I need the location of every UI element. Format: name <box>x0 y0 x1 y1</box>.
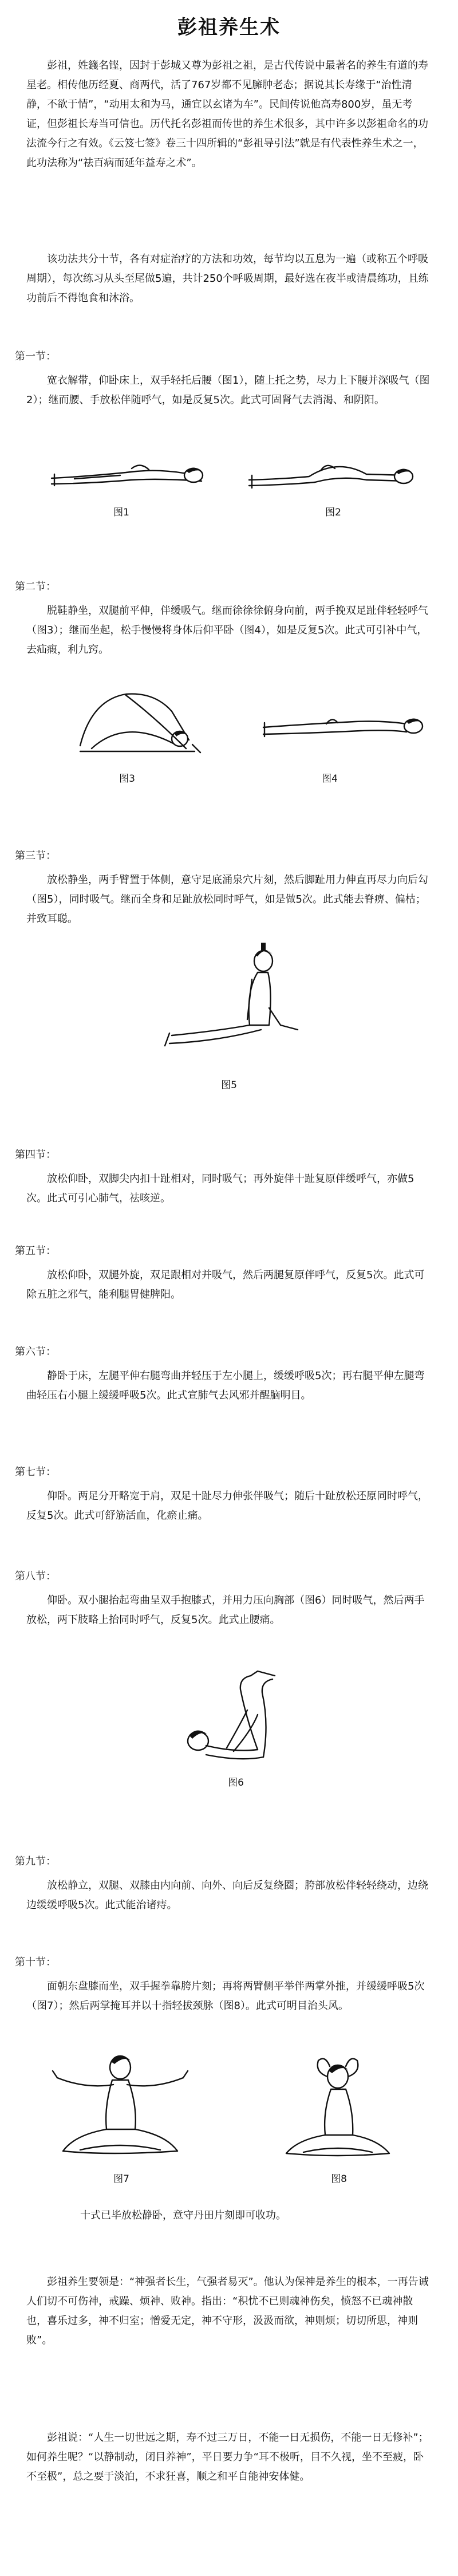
figure-4-caption: 图4 <box>322 773 338 785</box>
section-3-text: 放松静坐，两手臂置于体侧，意守足底涌泉穴片刻，然后脚趾用力伸直再尽力向后勾（图5），同时吸气。继而全身和足趾放松同时呼气，如是做5次。此式能去脊痹、偏枯；并致耳聪。 <box>26 874 428 925</box>
figure-6-caption: 图6 <box>228 1777 244 1789</box>
section-9-heading: 第九节： <box>15 1856 56 1868</box>
figure-3-caption: 图3 <box>119 773 135 785</box>
section-1-text: 宽衣解带，仰卧床上，双手轻托后腰（图1），随上托之势，尽力上下腰并深吸气（图2）；继而腰、手放松伴随呼气，如是反复5次。此式可固肾气去消渴、和阴阳。 <box>26 375 430 406</box>
outro-paragraph-2: 彭祖说：“人生一切世远之期，寿不过三万日，不能一日无损伤，不能一日无修补”；如何养生呢？“以静制动，闭目养神”，平日要力争“耳不极听，目不久视，坐不至疲，卧不至极”，总之要于淡泊，不求狂喜，顺之和平自能神安体健。 <box>26 2432 429 2483</box>
figure-8-cross-legged-covering-ears-illustration <box>263 2043 412 2164</box>
section-8-heading: 第八节： <box>15 1570 56 1582</box>
figure-3-seated-forward-bend-illustration <box>57 665 206 763</box>
section-2-text: 脱鞋静坐，双腿前平伸，伴缓吸气。继而徐徐徐俯身向前，两手挽双足趾伴轻轻呼气（图3）；继而坐起，松手慢慢将身体后仰平卧（图4），如是反复5次。此式可引补中气，去疝瘕，利九窍。 <box>26 605 428 656</box>
figure-7-caption: 图7 <box>113 2173 129 2185</box>
intro-paragraph-2: 该功法共分十节，各有对症治疗的方法和功效，每节均以五息为一遍（或称五个呼吸周期），每次练习从头至尾做5遍，共计250个呼吸周期，最好选在夜半或清晨练功，且练功前后不得饱食和沐浴。 <box>26 253 429 304</box>
section-10-text: 面朝东盘膝而坐，双手握拳靠胯片刻；再将两臂侧平举伴两掌外推，并缓缓呼吸5次（图7）；然后两掌掩耳并以十指轻拔颈脉（图8）。此式可明目治头风。 <box>26 1980 425 2012</box>
section-10-heading: 第十节： <box>15 1956 56 1968</box>
section-5-heading: 第五节： <box>15 1245 56 1257</box>
section-5-text: 放松仰卧，双腿外旋，双足跟相对并吸气，然后两腿复原伴呼气，反复5次。此式可除五脏之邪气，能利腿胃健脾阳。 <box>26 1269 425 1301</box>
section-3-heading: 第三节： <box>15 850 56 862</box>
section-7-text: 仰卧。两足分开略宽于肩，双足十趾尽力伸张伴吸气；随后十趾放松还原同时呼气，反复5次。此式可舒筋活血，化瘀止痛。 <box>26 1490 428 1522</box>
figure-1-lying-lift-illustration <box>40 424 212 498</box>
closing-note: 十式已毕放松静卧，意守丹田片刻即可收功。 <box>80 2209 286 2221</box>
section-7-heading: 第七节： <box>15 1466 56 1478</box>
section-9-text: 放松静立，双腿、双膝由内向前、向外、向后反复绕圈；胯部放松伴轻轻绕动，边绕边缓缓呼吸5次。此式能治诸痔。 <box>26 1880 428 1911</box>
outro-paragraph-1: 彭祖养生要领是：“神强者长生，气强者易灭”。他认为保神是养生的根本，一再告诫人们切不可伤神，戒躁、烦神、败神。指出：“积忧不已则魂神伤矣，愤怒不已魂神散也，喜乐过多，神不归室；憎爱无定，神不守形，汲汲而欲，神则烦；切切所思，神则败”。 <box>26 2276 429 2346</box>
figure-6-knees-to-chest-illustration <box>172 1655 298 1770</box>
section-4-text: 放松仰卧，双脚尖内扣十趾相对，同时吸气；再外旋伴十趾复原伴缓呼气，亦做5次。此式可引心肺气，祛咳逆。 <box>26 1173 414 1204</box>
figure-4-lying-supine-illustration <box>252 687 429 750</box>
figure-5-caption: 图5 <box>221 1080 237 1091</box>
section-6-text: 静卧于床，左腿平伸右腿弯曲并轻压于左小腿上，缓缓呼吸5次；再右腿平伸左腿弯曲轻压右小腿上缓缓呼吸5次。此式宣肺气去风邪并醒脑明目。 <box>26 1370 425 1401</box>
section-6-heading: 第六节： <box>15 1346 56 1358</box>
figure-8-caption: 图8 <box>331 2173 347 2185</box>
section-4-heading: 第四节： <box>15 1149 56 1161</box>
section-1-heading: 第一节： <box>15 350 56 363</box>
section-2-heading: 第二节： <box>15 581 56 593</box>
intro-paragraph-1: 彭祖，姓籛名铿，因封于彭城又尊为彭祖之祖，是古代传说中最著名的养生有道的寿星老。相传他历经夏、商两代，活了767岁都不见臃肿老态；据说其长寿缘于“治性清静，不欲于情”，“动用太和为马，通宜以玄诸为车”。民间传说他高寿800岁，虽无考证，但彭祖长寿当可信也。历代托名彭祖而传世的养生术很多，其中许多以彭祖命名的功法流今行之有效。《云笈七签》卷三十四所辑的“彭祖导引法”就是有代表性养生术之一，此功法称为“祛百病而延年益寿之术”。 <box>26 60 428 169</box>
section-8-text: 仰卧。双小腿抬起弯曲呈双手抱膝式，并用力压向胸部（图6）同时吸气，然后两手放松，两下肢略上抬同时呼气，反复5次。此式止腰痛。 <box>26 1594 425 1626</box>
figure-1-caption: 图1 <box>113 507 129 518</box>
page-title: 彭祖养生术 <box>177 16 281 39</box>
figure-5-seated-upright-illustration <box>149 939 309 1071</box>
figure-2-lying-arch-illustration <box>240 424 424 498</box>
figure-7-cross-legged-arms-spread-illustration <box>40 2043 200 2164</box>
figure-2-caption: 图2 <box>325 507 341 518</box>
